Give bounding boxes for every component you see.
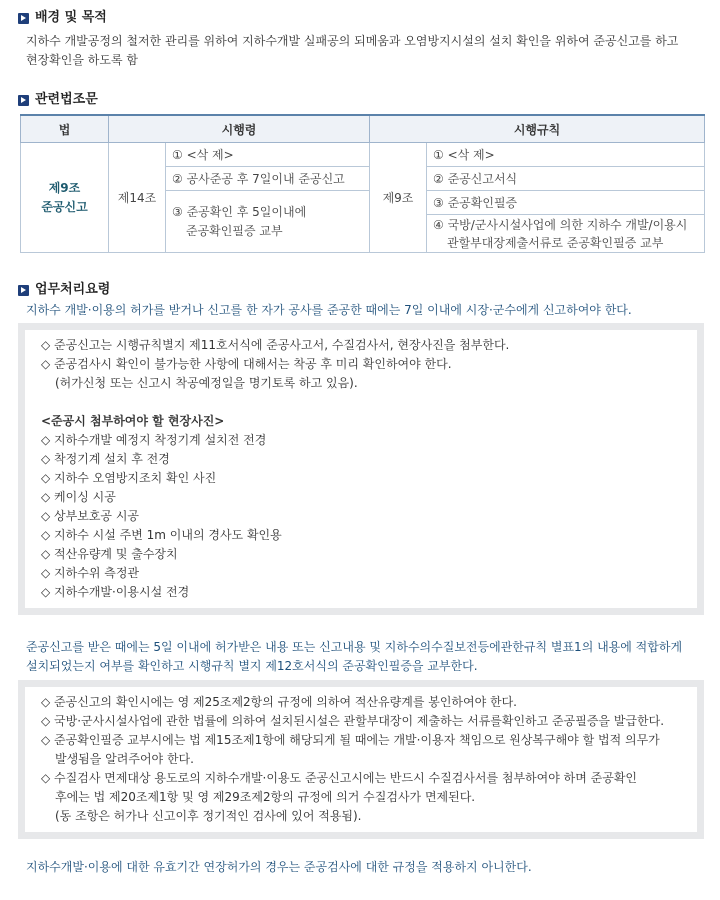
section-title-text: 관련법조문: [35, 92, 98, 107]
header-decree: 시행령: [109, 115, 370, 143]
header-rule: 시행규칙: [370, 115, 705, 143]
photo-item: ◇ 지하수 오염방지조치 확인 사진: [41, 471, 217, 485]
paragraph-line: 현장확인을 하도록 함: [26, 53, 138, 67]
box-line: 발생됨을 알려주어야 한다.: [55, 752, 194, 766]
paragraph-line: 지하수 개발공정의 철저한 관리를 위하여 지하수개발 실패공의 되메움과 오염방지시설의 설치 확인을 위하여 준공신고를 하고: [26, 34, 679, 48]
box-line: ◇ 수질검사 면제대상 용도로의 지하수개발·이용도 준공신고시에는 반드시 수질검사서를 첨부하여야 하며 준공확인: [41, 771, 638, 785]
photo-item: ◇ 케이싱 시공: [41, 490, 116, 504]
box-line: ◇ 준공검사시 확인이 불가능한 사항에 대해서는 착공 후 미리 확인하여야 한다.: [41, 357, 452, 371]
paragraph-line: 준공신고를 받은 때에는 5일 이내에 허가받은 내용 또는 신고내용 및 지하수의수질보전등에관한규칙 별표1의 내용에 적합하게: [26, 640, 683, 654]
box-line: (허가신청 또는 신고시 착공예정일을 명기토록 하고 있음).: [55, 376, 358, 390]
procedure-paragraph-2: [26, 638, 706, 676]
photo-heading: <준공시 첨부하여야 할 현장사진>: [41, 414, 225, 428]
section-title-laws: [18, 92, 98, 108]
info-box-2: [18, 680, 704, 839]
decree-item-1: ① <삭 제>: [166, 143, 370, 167]
box-line: (동 조항은 허가나 신고이후 정기적인 검사에 있어 적용됨).: [55, 809, 362, 823]
photo-item: ◇ 지하수 시설 주변 1m 이내의 경사도 확인용: [41, 528, 282, 542]
box-line: ◇ 준공확인필증 교부시에는 법 제15조제1항에 해당되게 될 때에는 개발·이용자 책임으로 원상복구해야 할 법적 의무가: [41, 733, 660, 747]
photo-item: ◇ 적산유량계 및 출수장치: [41, 547, 178, 561]
law-article: 제9조: [48, 180, 81, 195]
header-law: 법: [21, 115, 109, 143]
rule-item-1: ① <삭 제>: [427, 143, 705, 167]
box-line: ◇ 준공신고는 시행규칙별지 제11호서식에 준공사고서, 수질검사서, 현장사진을 첨부한다.: [41, 338, 510, 352]
box-line: 후에는 법 제20조제1항 및 영 제29조제2항의 규정에 의거 수질검사가 면제된다.: [55, 790, 476, 804]
spacer: [41, 393, 687, 412]
rule-article: 제9조: [370, 143, 427, 253]
rule-item-4: [427, 215, 705, 253]
section-title-text: 업무처리요령: [35, 282, 111, 297]
decree-item-3-line2: 준공확인필증 교부: [186, 223, 283, 238]
footer-note: 지하수개발·이용에 대한 유효기간 연장허가의 경우는 준공검사에 대한 규정을 적용하지 아니한다.: [26, 860, 532, 874]
rule-item-3: ③ 준공확인필증: [427, 191, 705, 215]
box-line: ◇ 준공신고의 확인시에는 영 제25조제2항의 규정에 의하여 적산유량계를 봉인하여야 한다.: [41, 695, 518, 709]
table-header-row: [21, 115, 705, 143]
photo-item: ◇ 지하수개발 예정지 착정기계 설치전 전경: [41, 433, 267, 447]
section-title-procedure: [18, 282, 110, 298]
section-title-background: [18, 10, 107, 26]
section-bullet-icon: [18, 95, 29, 106]
box-line: ◇ 국방·군사시설사업에 관한 법률에 의하여 설치된시설은 관할부대장이 제출하는 서류를확인하고 준공필증을 발급한다.: [41, 714, 665, 728]
photo-item: ◇ 지하수개발·이용시설 전경: [41, 585, 190, 599]
info-box-1: [18, 323, 704, 615]
photo-item: ◇ 상부보호공 시공: [41, 509, 140, 523]
background-paragraph: [26, 32, 706, 70]
decree-item-3-line1: ③ 준공확인 후 5일이내에: [172, 204, 307, 219]
rule-item-4-line2: 관할부대장제출서류로 준공확인필증 교부: [447, 235, 664, 250]
decree-article: 제14조: [109, 143, 166, 253]
paragraph-line: 설치되었는지 여부를 확인하고 시행규칙 별지 제12호서식의 준공확인필증을 교부한다.: [26, 659, 478, 673]
law-name: 준공신고: [41, 199, 88, 214]
section-bullet-icon: [18, 13, 29, 24]
law-cell: [21, 143, 109, 253]
decree-item-3: [166, 191, 370, 253]
photo-item: ◇ 지하수위 측정관: [41, 566, 140, 580]
rule-item-4-line1: ④ 국방/군사시설사업에 의한 지하수 개발/이용시: [433, 217, 688, 232]
info-box-1-content: [25, 330, 697, 608]
photo-item: ◇ 착정기계 설치 후 전경: [41, 452, 170, 466]
procedure-intro: 지하수 개발·이용의 허가를 받거나 신고를 한 자가 공사를 준공한 때에는 7일 이내에 시장·군수에게 신고하여야 한다.: [26, 303, 632, 317]
info-box-2-content: [25, 687, 697, 832]
rule-item-2: ② 준공신고서식: [427, 167, 705, 191]
table-row: [21, 143, 705, 167]
decree-item-2: ② 공사준공 후 7일이내 준공신고: [166, 167, 370, 191]
section-title-text: 배경 및 목적: [35, 10, 107, 25]
section-bullet-icon: [18, 285, 29, 296]
law-table: [20, 114, 705, 253]
